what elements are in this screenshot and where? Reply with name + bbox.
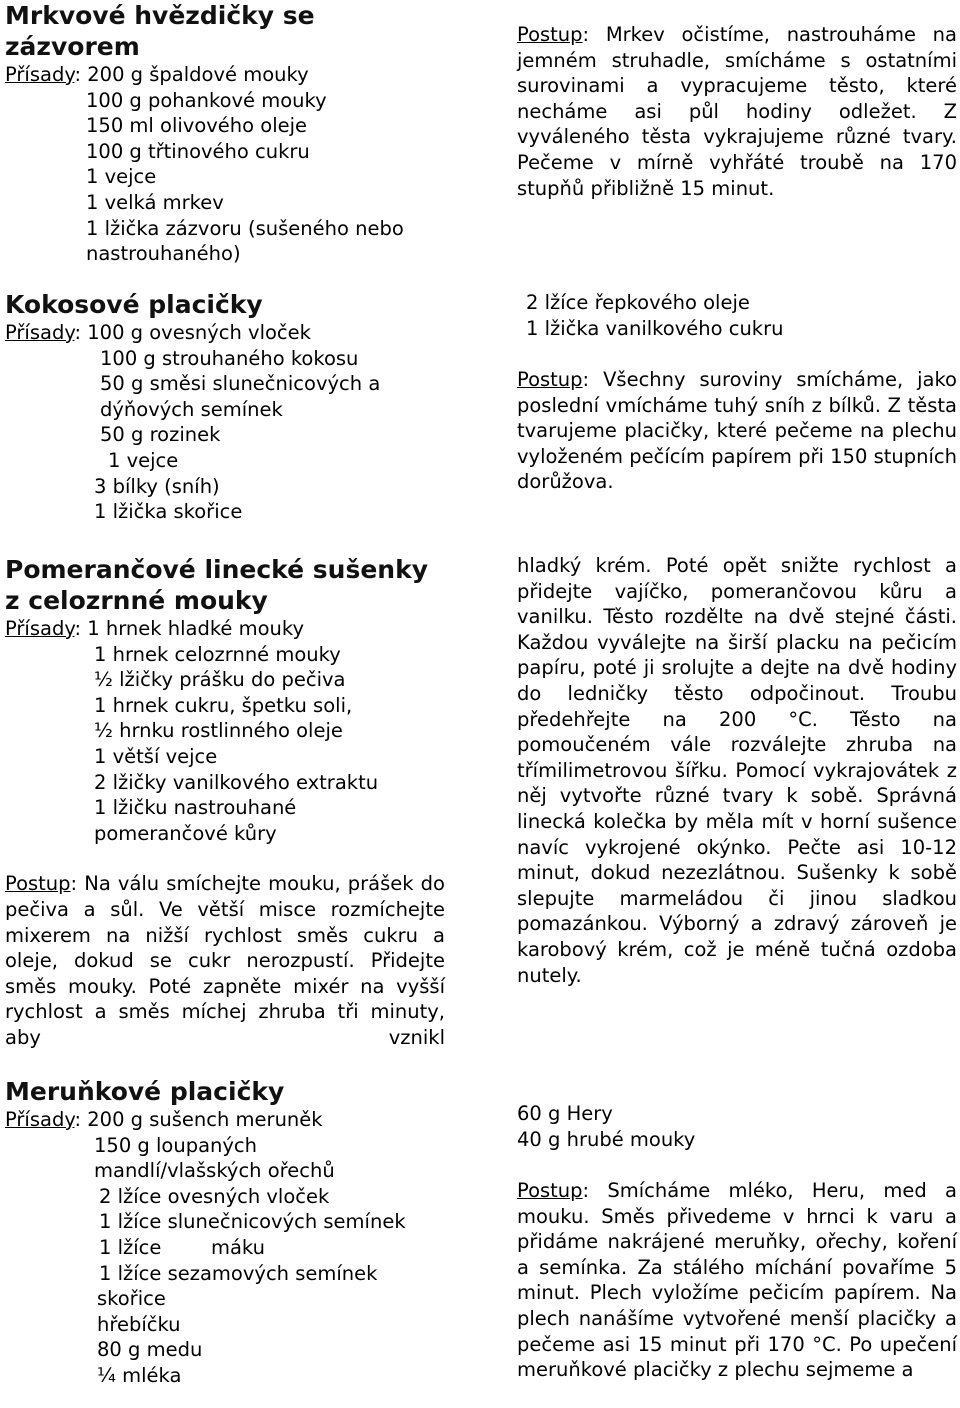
- ingredient: 1 lžička vanilkového cukru: [526, 316, 784, 340]
- method-label: Postup: [517, 368, 583, 391]
- method-label: Postup: [517, 23, 583, 46]
- ingredient: 2 lžičky vanilkového extraktu: [94, 770, 379, 794]
- ingredient: 50 g rozinek: [100, 423, 221, 447]
- ingredient: nastrouhaného): [86, 242, 241, 266]
- recipe-coconut-cookies: [5, 289, 445, 525]
- ingredients-label: Přísady: [5, 321, 75, 344]
- ingredients-label: Přísady: [5, 63, 75, 86]
- method-text: Mrkev očistíme, nastrouháme na jemném struhadle, smícháme s ostatními surovinami a vypracujeme těsto, které necháme asi půl hodiny odležet. Z vyváleného těsta vykrajujeme různé tvary. Pečeme v mírně vyhřáté troubě na 170 stupňů přibližně 15 minut.: [517, 23, 957, 200]
- ingredients-coconut-cont: [517, 290, 957, 341]
- ingredient: 2 lžíce řepkového oleje: [526, 291, 750, 314]
- ingredient: 1 lžička skořice: [94, 500, 243, 524]
- ingredient: 40 g hrubé mouky: [517, 1127, 696, 1151]
- ingredient: 100 g pohankové mouky: [86, 88, 327, 112]
- ingredient: 1 vejce: [108, 448, 179, 472]
- recipe-title-line2: zázvorem: [5, 32, 140, 61]
- recipe-title: Pomerančové linecké sušenky: [5, 555, 429, 584]
- ingredient: ½ hrnku rostlinného oleje: [94, 719, 343, 743]
- ingredient-list: [5, 1133, 445, 1389]
- ingredient: hřebíčku: [97, 1312, 181, 1336]
- recipe-apricot-cookies: [5, 1076, 445, 1389]
- recipe-title-line2: z celozrnné mouky: [5, 586, 268, 615]
- ingredient: 50 g směsi slunečnicových a: [100, 372, 381, 396]
- method-text: Na válu smíchejte mouku, prášek do pečiva a sůl. Ve větší misce rozmíchejte mixerem na nižší rychlost směs cukru a oleje, dokud se cukr nerozpustí. Přidejte směs mouky. Poté zapněte mixér na vyšší rychlost a směs míchej zhruba tři minuty, aby vznikl: [5, 872, 445, 1049]
- ingredient: 1 hrnek cukru, špetku soli,: [94, 693, 353, 717]
- ingredient: 200 g špaldové mouky: [87, 63, 309, 86]
- ingredient: 1 lžíce sezamových semínek: [99, 1261, 378, 1285]
- ingredient-line: Přísady: 1 hrnek hladké mouky: [5, 617, 305, 640]
- ingredient: 1 hrnek hladké mouky: [87, 617, 305, 640]
- ingredient: 60 g Hery: [517, 1102, 613, 1125]
- ingredient: 1 lžíce slunečnicových semínek: [99, 1210, 406, 1234]
- recipe-title: Kokosové placičky: [5, 290, 263, 319]
- recipe-orange-linzer: [5, 554, 445, 1051]
- ingredient-line: Přísady: 200 g sušench meruněk: [5, 1108, 323, 1131]
- ingredient-line: Přísady: 100 g ovesných vloček: [5, 321, 311, 344]
- method-text: Smícháme mléko, Heru, med a mouku. Směs přivedeme v hrnci k varu a přidáme nakrájené meruňky, ořechy, koření a semínka. Za stálého míchání povaříme 5 minut. Plech vyložíme pečicím papírem. Na plech nanášíme vytvořené menší placičky a pečeme asi 15 minut při 170 °C. Po upečení meruňkové placičky z plechu sejmeme a: [517, 1179, 957, 1382]
- ingredient: 200 g sušench meruněk: [87, 1108, 323, 1131]
- ingredient: 100 g strouhaného kokosu: [100, 346, 359, 370]
- ingredient: 1 lžičku nastrouhané: [94, 796, 297, 820]
- ingredient: 1 hrnek celozrnné mouky: [94, 642, 341, 666]
- method-coconut-cookies: Postup: Všechny suroviny smícháme, jako poslední vmícháme tuhý sníh z bílků. Z těsta tvarujeme placičky, které pečeme na plechu vyloženém pečícím papírem při 150 stupních dorůžova.: [517, 368, 957, 494]
- recipe-carrot-stars: [5, 0, 445, 267]
- ingredient: ¼ mléka: [97, 1363, 182, 1387]
- method-label: Postup: [5, 872, 71, 896]
- ingredient: dýňových semínek: [100, 397, 283, 421]
- ingredient: 1 lžíce máku: [99, 1235, 265, 1259]
- ingredient: 150 g loupaných: [94, 1133, 258, 1157]
- ingredient-line: Přísady: 200 g špaldové mouky: [5, 63, 309, 86]
- ingredient-list: [5, 88, 445, 267]
- ingredient: 1 větší vejce: [94, 744, 218, 768]
- method-text: Všechny suroviny smícháme, jako poslední vmícháme tuhý sníh z bílků. Z těsta tvarujeme placičky, které pečeme na plechu vyloženém pečícím papírem při 150 stupních dorůžova.: [517, 368, 957, 494]
- ingredient: 100 g ovesných vloček: [87, 321, 311, 344]
- method-carrot-stars: Postup: Mrkev očistíme, nastrouháme na jemném struhadle, smícháme s ostatními surovinami a vypracujeme těsto, které necháme asi půl hodiny odležet. Z vyváleného těsta vykrajujeme různé tvary. Pečeme v mírně vyhřáté troubě na 170 stupňů přibližně 15 minut.: [517, 23, 957, 200]
- recipe-title: Mrkvové hvězdičky se: [5, 1, 315, 30]
- ingredient: 2 lžíce ovesných vloček: [99, 1184, 330, 1208]
- ingredient: 1 lžička zázvoru (sušeného nebo: [86, 216, 404, 240]
- method-text: hladký krém. Poté opět snižte rychlost a přidejte vajíčko, pomerančovou kůru a vanilku. Těsto rozdělte na dvě stejné části. Každou vyválejte na širší placku na pečicím papíru, poté ji srolujte a dejte na dvě hodiny do ledničky těsto odpočinout. Troubu předehřejte na 200 °C. Těsto na pomoučeném vále rozválejte zhruba na třímilimetrovou šířku. Pomocí vykrajovátek z něj vytvořte různé tvary k sobě. Správná linecká kolečka by měla mít v horní sušence navíc vykrojené okýnko. Pečte asi 10-12 minut, dokud nezezlátnou. Sušenky k sobě slepujte marmeládou či jinou sladkou pomazánkou. Výborný a zdravý zároveň je karobový krém, což je méně tučná ozdoba nutely.: [517, 554, 957, 987]
- method-label: Postup: [517, 1179, 583, 1202]
- method-orange-linzer: Postup: Na válu smíchejte mouku, prášek do pečiva a sůl. Ve větší misce rozmíchejte mixerem na nižší rychlost směs cukru a oleje, dokud se cukr nerozpustí. Přidejte směs mouky. Poté zapněte mixér na vyšší rychlost a směs míchej zhruba tři minuty, aby vznikl: [5, 872, 445, 1049]
- ingredient: 150 ml olivového oleje: [86, 114, 308, 138]
- ingredient: 1 velká mrkev: [86, 190, 224, 214]
- method-orange-linzer-cont: [517, 553, 957, 988]
- ingredient: pomerančové kůry: [94, 821, 277, 845]
- ingredient-list: [5, 642, 445, 847]
- ingredients-label: Přísady: [5, 617, 75, 640]
- ingredient: mandlí/vlašských ořechů: [94, 1159, 335, 1183]
- ingredients-apricot-cont: [517, 1101, 957, 1152]
- ingredient: ½ lžičky prášku do pečiva: [94, 668, 346, 692]
- ingredient: 80 g medu: [97, 1338, 203, 1362]
- method-apricot-cookies: Postup: Smícháme mléko, Heru, med a mouku. Směs přivedeme v hrnci k varu a přidáme nakrájené meruňky, ořechy, koření a semínka. Za stálého míchání povaříme 5 minut. Plech vyložíme pečicím papírem. Na plech nanášíme vytvořené menší placičky a pečeme asi 15 minut při 170 °C. Po upečení meruňkové placičky z plechu sejmeme a: [517, 1179, 957, 1382]
- ingredient: 3 bílky (sníh): [94, 474, 220, 498]
- ingredient: skořice: [97, 1287, 166, 1311]
- ingredients-label: Přísady: [5, 1108, 75, 1131]
- recipe-title: Meruňkové placičky: [5, 1077, 285, 1106]
- ingredient: 1 vejce: [86, 165, 157, 189]
- ingredient: 100 g třtinového cukru: [86, 139, 310, 163]
